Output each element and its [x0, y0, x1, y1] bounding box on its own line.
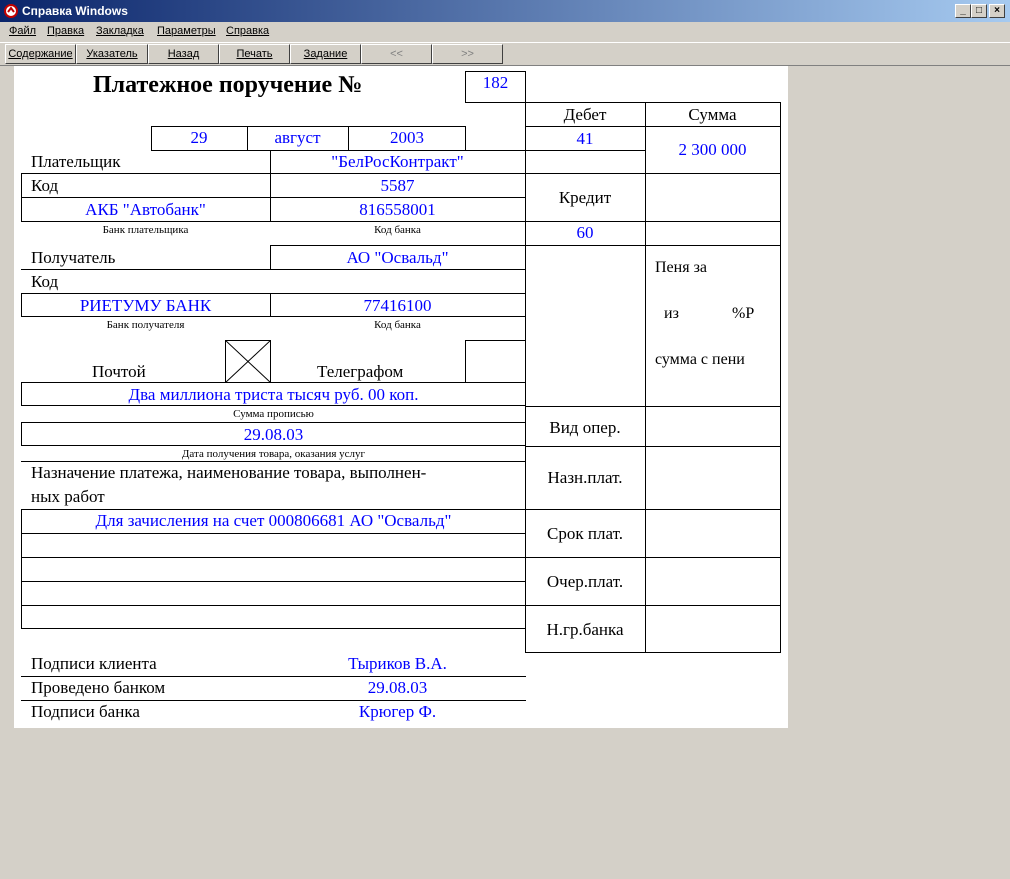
receipt-date-caption: Дата получения товара, оказания услуг	[181, 448, 366, 460]
close-button[interactable]: ×	[989, 4, 1005, 18]
menu-help[interactable]: Справка	[226, 25, 270, 37]
credit-value: 60	[576, 223, 594, 242]
client-sign-value: Тыриков В.А.	[348, 654, 447, 673]
percent-label: %Р	[732, 305, 755, 322]
task-button[interactable]: Задание	[290, 44, 361, 64]
recipient-label: Получатель	[31, 248, 116, 267]
payer-bank-code-caption: Код банка	[374, 224, 421, 236]
payer-code-label: Код	[31, 176, 59, 195]
maximize-button[interactable]: □	[971, 4, 987, 18]
amount-words-value: Два миллиона триста тысяч руб. 00 коп.	[128, 385, 419, 404]
sum-with-penalty-label: сумма с пени	[655, 351, 745, 368]
purpose-label-line1: Назначение платежа, наименование товара, выполнен-	[31, 463, 427, 482]
sum-value: 2 300 000	[678, 140, 747, 159]
recipient-bank-caption: Банк получателя	[106, 319, 185, 331]
bank-sign-value: Крюгер Ф.	[358, 702, 437, 721]
menu-options[interactable]: Параметры	[157, 25, 216, 37]
print-button[interactable]: Печать	[219, 44, 290, 64]
menu-bar	[0, 22, 1010, 42]
window-title: Справка Windows	[22, 4, 128, 18]
date-year: 2003	[390, 128, 424, 147]
payer-value: "БелРосКонтракт"	[331, 152, 464, 171]
help-app-icon	[3, 3, 19, 19]
order-number: 182	[482, 73, 509, 92]
index-button[interactable]: Указатель	[76, 44, 148, 64]
bank-group-label: Н.гр.банка	[546, 620, 624, 639]
op-type-label: Вид опер.	[549, 418, 621, 437]
mail-checkbox[interactable]	[225, 340, 271, 383]
pay-purpose-label: Назн.плат.	[547, 468, 623, 487]
form-title: Платежное поручение №	[93, 72, 363, 98]
prev-button[interactable]: <<	[361, 44, 432, 64]
contents-button[interactable]: Содержание	[5, 44, 76, 64]
debit-value: 41	[576, 129, 594, 148]
recipient-bank-value: РИЕТУМУ БАНК	[79, 296, 212, 315]
payer-code-value: 5587	[380, 176, 415, 195]
title-bar	[0, 0, 1010, 22]
menu-bookmark[interactable]: Закладка	[96, 25, 144, 37]
menu-file[interactable]: Файл	[9, 25, 37, 37]
recipient-value: АО "Освальд"	[346, 248, 449, 267]
toolbar	[0, 42, 1010, 66]
recipient-bank-code-value: 77416100	[363, 296, 432, 315]
payer-bank-code-value: 816558001	[359, 200, 436, 219]
date-month: август	[274, 128, 321, 147]
back-button[interactable]: Назад	[148, 44, 219, 64]
from-label: из	[664, 305, 679, 322]
bank-done-value: 29.08.03	[367, 678, 428, 697]
recipient-bank-code-caption: Код банка	[374, 319, 421, 331]
minimize-button[interactable]: _	[955, 4, 971, 18]
credit-label: Кредит	[558, 188, 612, 207]
purpose-value: Для зачисления на счет 000806681 АО "Освальд"	[95, 511, 452, 530]
pay-term-label: Срок плат.	[547, 524, 623, 543]
payment-order-page	[14, 66, 788, 728]
payer-label: Плательщик	[31, 152, 121, 171]
menu-edit[interactable]: Правка	[47, 25, 85, 37]
mail-label: Почтой	[92, 362, 146, 381]
telegraph-label: Телеграфом	[317, 362, 404, 381]
debit-label: Дебет	[563, 105, 607, 124]
pay-order-label: Очер.плат.	[546, 572, 624, 591]
purpose-label-line2: ных работ	[31, 487, 105, 506]
bank-done-label: Проведено банком	[31, 678, 166, 697]
bank-sign-label: Подписи банка	[31, 702, 140, 721]
date-day: 29	[190, 128, 208, 147]
receipt-date-value: 29.08.03	[243, 425, 304, 444]
next-button[interactable]: >>	[432, 44, 503, 64]
amount-words-caption: Сумма прописью	[233, 408, 314, 420]
client-sign-label: Подписи клиента	[31, 654, 157, 673]
telegraph-checkbox[interactable]	[465, 340, 526, 383]
payer-bank-value: АКБ "Автобанк"	[85, 200, 206, 219]
recipient-code-label: Код	[31, 272, 59, 291]
payer-bank-caption: Банк плательщика	[102, 224, 189, 236]
penalty-label: Пеня за	[655, 259, 707, 276]
sum-label: Сумма	[688, 105, 737, 124]
